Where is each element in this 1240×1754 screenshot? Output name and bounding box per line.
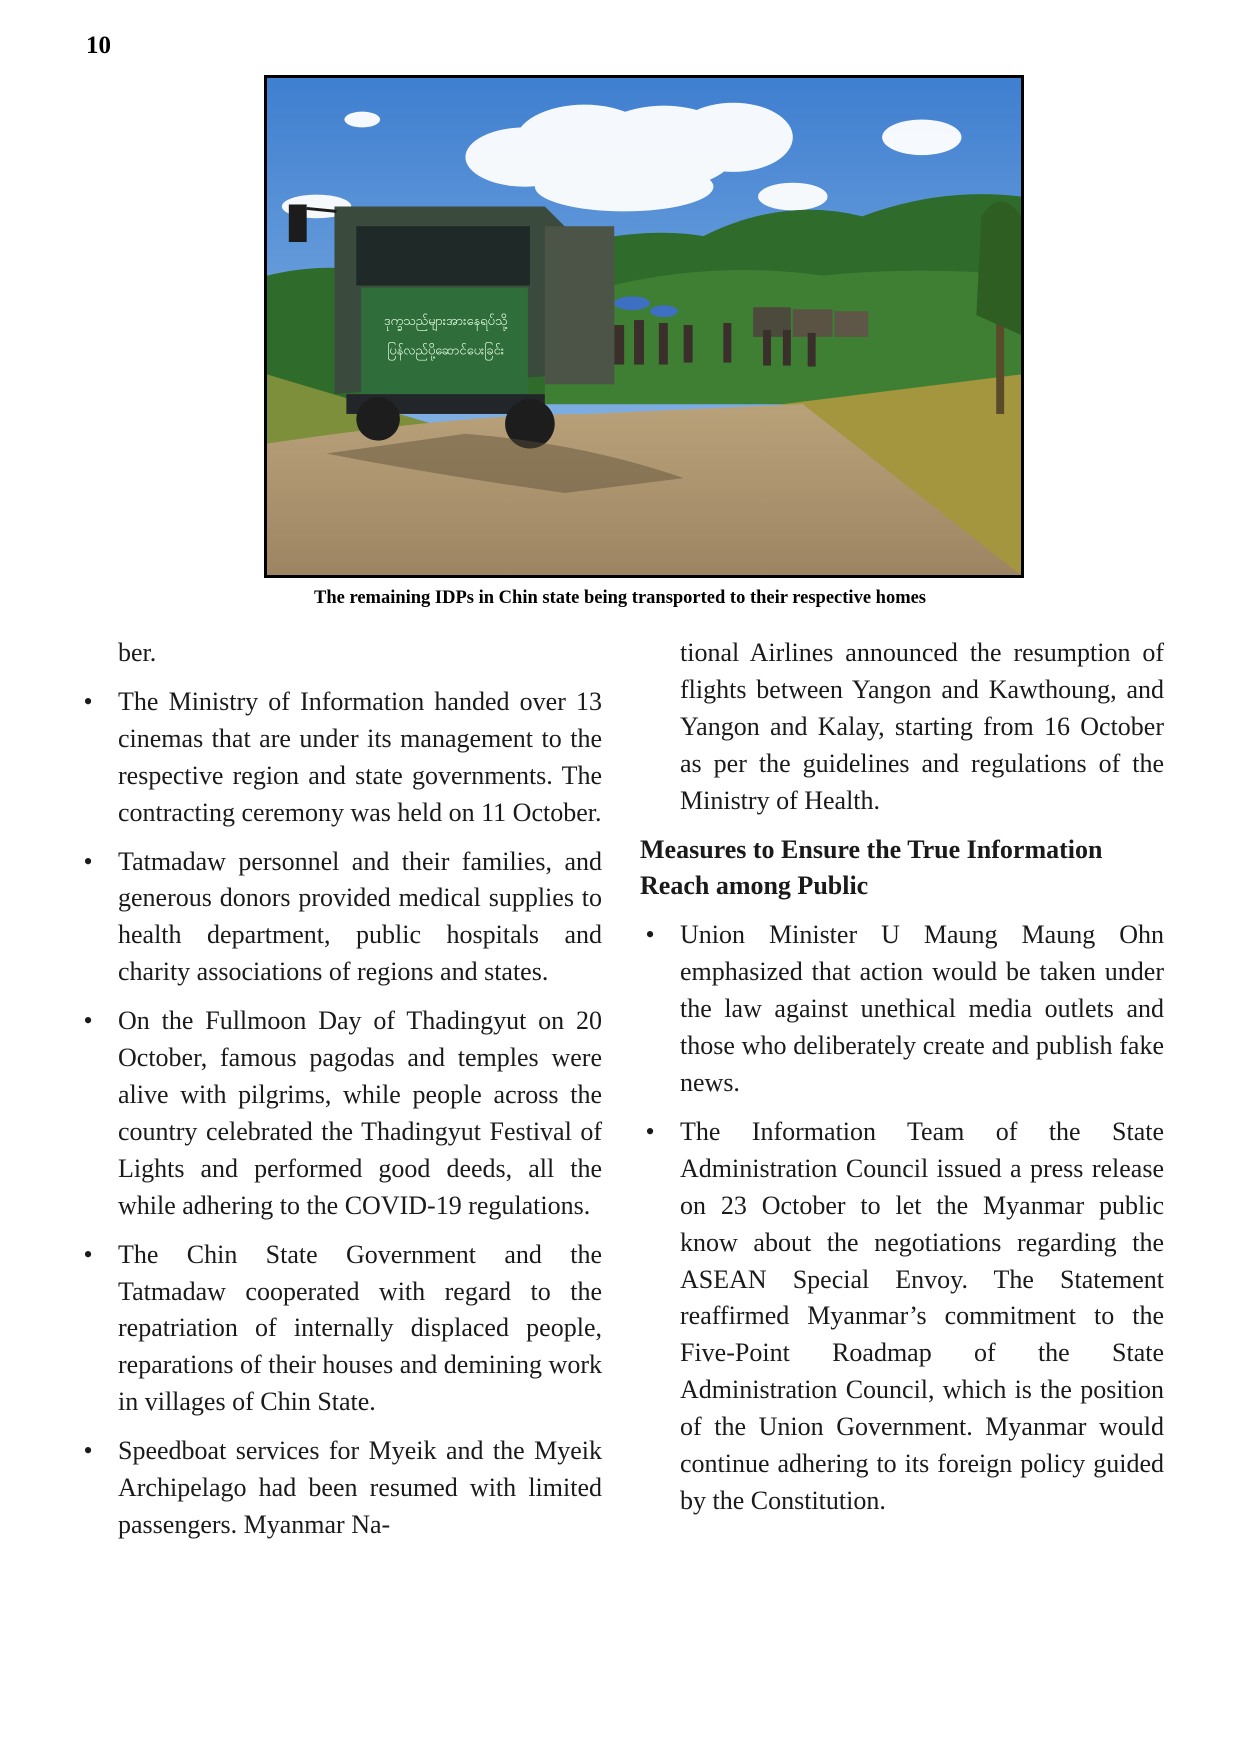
bullet-icon: •: [83, 1006, 93, 1036]
list-item: [78, 844, 602, 992]
continuation-text: tional Airlines announced the resumption of flights between Yangon and Kawthoung, and Yangon and Kalay, starting from 16 October as per the guidelines and regulations of the Ministry of Health.: [680, 638, 1164, 815]
section-heading: Measures to Ensure the True Information Reach among Public: [640, 834, 1103, 901]
bullet-icon: •: [83, 686, 93, 716]
left-column: [78, 635, 602, 1544]
bullet-icon: •: [83, 846, 93, 876]
continuation-text: ber.: [118, 638, 157, 667]
list-item-text: Tatmadaw personnel and their families, and generous donors provided medical supplies to health department, public hospitals and charity associations of regions and states.: [118, 846, 602, 987]
bullet-icon: •: [83, 1239, 93, 1269]
news-photo: [264, 75, 1024, 578]
list-item: [78, 1003, 602, 1224]
figure-caption: The remaining IDPs in Chin state being transported to their respective homes: [313, 588, 927, 608]
truck-convoy-photo: [267, 78, 1021, 575]
list-item-text: The Ministry of Information handed over 13 cinemas that are under its management to the respective region and state governments. The contracting ceremony was held on 11 October.: [118, 686, 602, 827]
bullet-icon: •: [645, 920, 655, 950]
bullet-list: [640, 917, 1164, 1520]
list-item: [78, 684, 602, 832]
list-item-text: The Chin State Government and the Tatmadaw cooperated with regard to the repatriation of internally displaced people, reparations of their houses and demining work in villages of Chin State.: [118, 1239, 602, 1417]
right-column: [640, 635, 1164, 1520]
list-item-text: Union Minister U Maung Maung Ohn emphasized that action would be taken under the law against unethical media outlets and those who deliberately create and publish fake news.: [680, 920, 1164, 1097]
page-number: 10: [86, 32, 111, 59]
list-item: [78, 1237, 602, 1422]
list-item-text: Speedboat services for Myeik and the Myeik Archipelago had been resumed with limited passengers. Myanmar Na-: [118, 1436, 602, 1539]
list-item-text: On the Fullmoon Day of Thadingyut on 20 October, famous pagodas and temples were alive with pilgrims, while people across the country celebrated the Thadingyut Festival of Lights and performed good deeds, all the while adhering to the COVID-19 regulations.: [118, 1006, 602, 1220]
bullet-icon: •: [83, 1436, 93, 1466]
bullet-icon: •: [645, 1116, 655, 1146]
list-item: [78, 1433, 602, 1544]
bullet-list: [78, 684, 602, 1544]
banner-text-line2: ပြန်လည်ပို့ဆောင်ပေးခြင်း: [387, 343, 505, 359]
list-item-text: The Information Team of the State Administration Council issued a press release on 23 October to let the Myanmar public know about the negotiations regarding the ASEAN Special Envoy. The Statement reaffirmed Myanmar’s commitment to the Five-Point Roadmap of the State Administration Council, which is the position of the Union Government. Myanmar would continue adhering to its foreign policy guided by the Constitution.: [680, 1116, 1164, 1515]
banner-text-line1: ဒုက္ခသည်များအားနေရပ်သို့: [383, 314, 508, 330]
list-item: [640, 1114, 1164, 1520]
list-item: [640, 917, 1164, 1102]
